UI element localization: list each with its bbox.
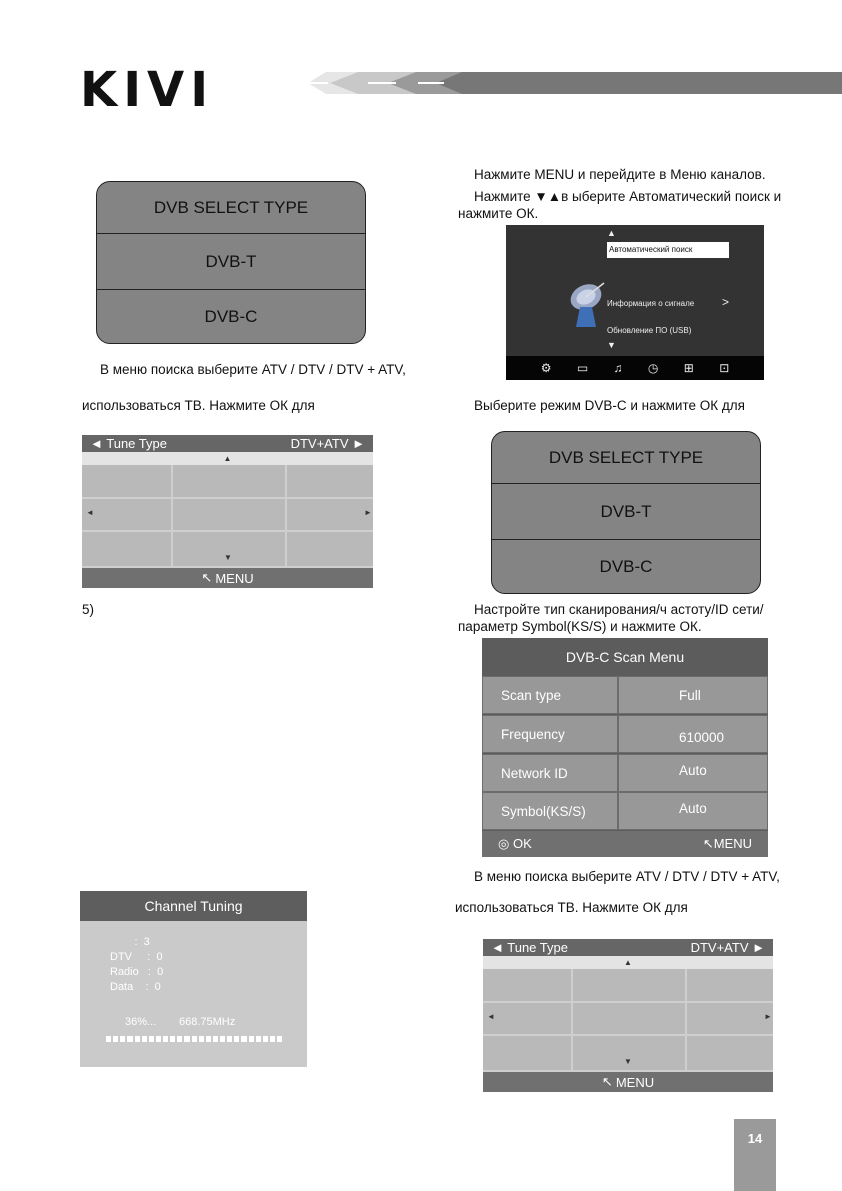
back-icon: ↖ <box>702 836 714 851</box>
menu-item-update[interactable]: Обновление ПО (USB) <box>607 326 692 335</box>
scan-row-value: Auto <box>618 792 768 830</box>
tuning-percent: 36%... <box>125 1016 157 1028</box>
scan-row-label: Scan type <box>482 676 618 714</box>
tuning-progress-bar <box>106 1036 282 1042</box>
text-use-left: использоваться ТВ. Нажмите ОК для <box>82 398 315 413</box>
tuning-line-data: Data : 0 <box>110 981 161 993</box>
tune-grid <box>82 465 373 568</box>
tuning-line-radio: Radio : 0 <box>110 966 164 978</box>
dvb-option-t-right[interactable]: DVB-T <box>492 483 760 539</box>
menu-down-arrow-icon[interactable]: ▼ <box>607 340 616 350</box>
menu-hint[interactable] <box>703 836 752 852</box>
back-icon: ↖ <box>201 570 213 585</box>
brand-logo: KIVI <box>80 62 215 118</box>
channel-tuning-title: Channel Tuning <box>80 891 307 921</box>
tune-type-value[interactable]: DTV+ATV ► <box>690 940 765 955</box>
right-arrow-icon[interactable]: ► <box>364 508 372 517</box>
tuning-line-dtv: DTV : 0 <box>110 951 163 963</box>
ok-label: OK <box>512 836 532 851</box>
channel-menu-screen <box>506 225 764 380</box>
scan-row-value: 610000 <box>618 715 768 753</box>
settings-icon[interactable]: ⚙ <box>540 361 552 375</box>
tune-type-label: Tune Type <box>507 940 568 955</box>
up-arrow-icon[interactable]: ▲ <box>483 956 773 969</box>
dvb-option-c[interactable]: DVB-C <box>97 289 365 343</box>
up-arrow-icon[interactable]: ▲ <box>82 452 373 465</box>
scan-row-network-id[interactable] <box>482 754 768 792</box>
tuning-frequency: 668.75MHz <box>179 1016 236 1028</box>
dvbc-scan-menu <box>482 638 768 857</box>
menu-label: MENU <box>713 836 752 851</box>
left-arrow-icon[interactable]: ◄ <box>487 1012 495 1021</box>
music-icon[interactable]: ♫ <box>613 361 623 375</box>
tune-menu-label: MENU <box>215 570 254 586</box>
scan-row-label: Symbol(KS/S) <box>482 792 618 830</box>
tune-menu-footer[interactable] <box>483 1072 773 1092</box>
text-configure-line1: Настройте тип сканирования/ч астоту/ID сети/ <box>474 602 764 617</box>
ok-hint[interactable] <box>498 836 532 852</box>
scan-row-label: Frequency <box>482 715 618 753</box>
page-number: 14 <box>734 1119 776 1191</box>
ok-icon: ◎ <box>498 836 510 851</box>
dvb-select-title-right: DVB SELECT TYPE <box>548 447 704 467</box>
text-configure-line2: параметр Symbol(KS/S) и нажмите ОК. <box>458 619 702 634</box>
scan-row-value: Full <box>618 676 768 714</box>
tune-menu-label: MENU <box>615 1074 655 1090</box>
tune-menu-footer[interactable] <box>82 568 373 588</box>
menu-item-signal-info[interactable]: Информация о сигнале <box>607 299 695 308</box>
down-arrow-icon[interactable]: ▼ <box>224 553 232 562</box>
lock-icon[interactable]: ⊡ <box>719 361 730 375</box>
text-select-line1: Нажмите ▼▲в ыберите Автоматический поиск и <box>474 189 782 204</box>
tune-type-left-arrow-label[interactable]: ◄ Tune Type <box>90 436 167 451</box>
back-icon: ↖ <box>601 1074 613 1089</box>
header-decoration <box>268 70 842 96</box>
dvb-select-title: DVB SELECT TYPE <box>153 197 309 217</box>
tune-type-panel-right <box>483 939 773 1092</box>
tune-type-value-text: DTV+ATV <box>290 436 349 451</box>
dvb-option-t[interactable]: DVB-T <box>97 233 365 289</box>
text-use-right: использоваться ТВ. Нажмите ОК для <box>455 900 688 915</box>
scan-menu-title: DVB-C Scan Menu <box>565 649 685 665</box>
left-arrow-icon[interactable]: ◄ <box>86 508 94 517</box>
scan-row-symbol[interactable] <box>482 792 768 830</box>
text-search-left: В меню поиска выберите ATV / DTV / DTV + ATV, <box>100 362 406 377</box>
tuning-line-total: : 3 <box>110 936 150 948</box>
text-dvbc-instruction: Выберите режим DVB-C и нажмите ОК для <box>474 398 745 413</box>
tune-grid <box>483 969 773 1072</box>
tune-type-value[interactable]: DTV+ATV ► <box>290 436 365 451</box>
menu-right-arrow-icon[interactable]: > <box>722 295 730 309</box>
dvb-select-box <box>96 181 366 344</box>
dvb-option-c-right[interactable]: DVB-C <box>492 539 760 593</box>
scan-row-scan-type[interactable] <box>482 676 768 714</box>
scan-row-label: Network ID <box>482 754 618 792</box>
channel-tuning-panel <box>80 891 307 1067</box>
scan-menu-footer <box>482 831 768 857</box>
menu-dock <box>506 356 764 380</box>
scan-row-frequency[interactable] <box>482 715 768 753</box>
tv-icon[interactable]: ▭ <box>576 361 589 375</box>
right-arrow-icon[interactable]: ► <box>764 1012 772 1021</box>
dvb-select-box-right <box>491 431 761 594</box>
scan-row-value: Auto <box>618 754 768 792</box>
text-select-line2: нажмите ОК. <box>458 206 539 221</box>
tune-type-label: Tune Type <box>106 436 167 451</box>
tune-type-value-text: DTV+ATV <box>690 940 749 955</box>
down-arrow-icon[interactable]: ▼ <box>624 1057 632 1066</box>
text-search-right: В меню поиска выберите ATV / DTV / DTV + ATV, <box>474 869 780 884</box>
clock-icon[interactable]: ◷ <box>647 361 659 375</box>
tune-type-panel <box>82 435 373 588</box>
step-label: 5) <box>82 602 95 617</box>
grid-icon[interactable]: ⊞ <box>683 361 694 375</box>
menu-up-arrow-icon[interactable]: ▲ <box>607 228 616 238</box>
tune-type-left-arrow-label[interactable]: ◄ Tune Type <box>491 940 568 955</box>
menu-item-auto-search[interactable]: Автоматический поиск <box>607 242 729 258</box>
text-menu-instruction: Нажмите MENU и перейдите в Меню каналов. <box>474 167 766 182</box>
